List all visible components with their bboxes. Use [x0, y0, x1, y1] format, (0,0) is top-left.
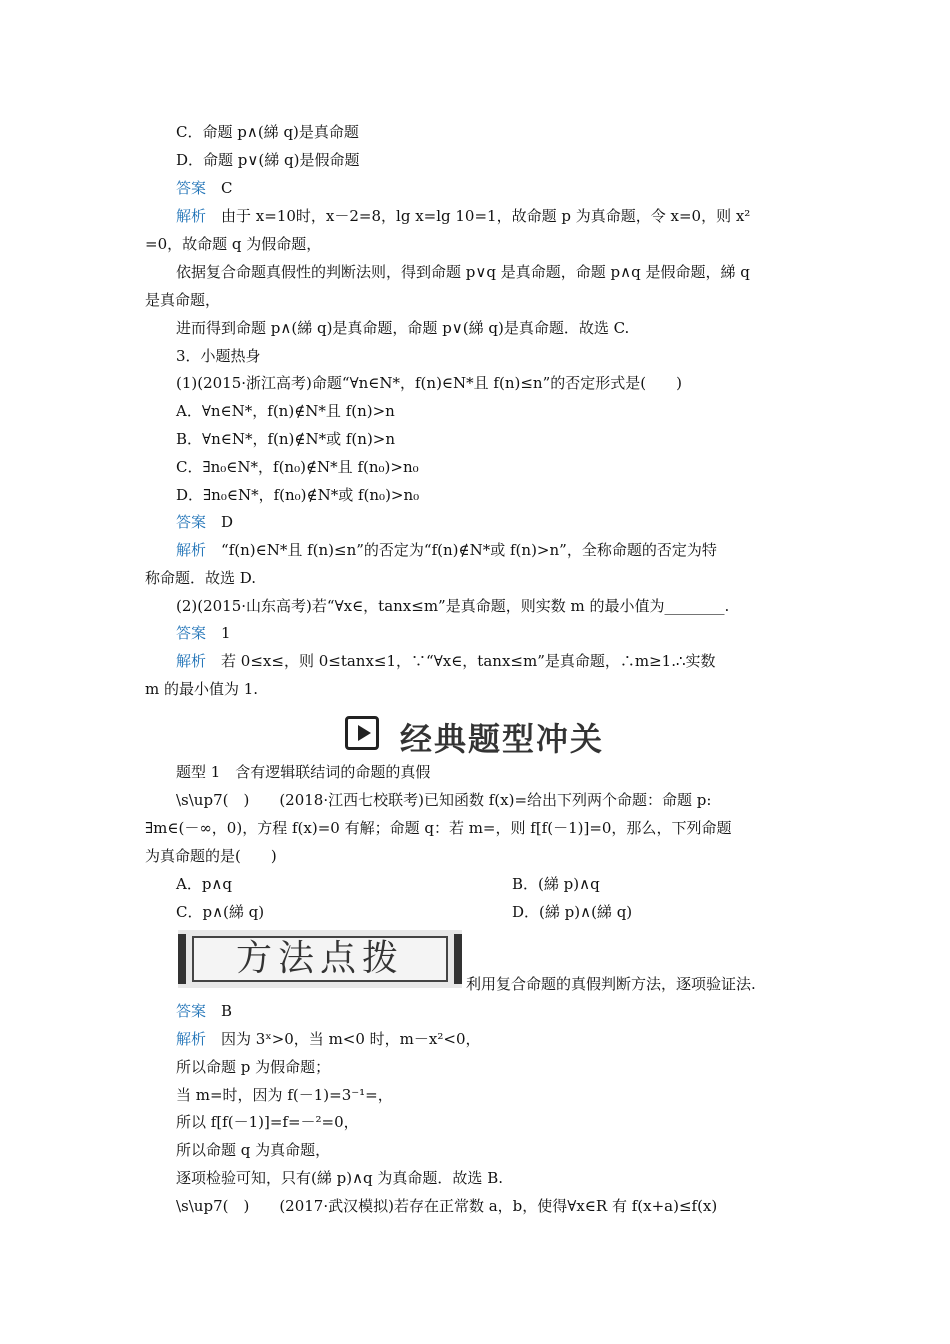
analysis-line: 解析 由于 x=10时，x－2=8，lg x=lg 10=1，故命题 p 为真命题，令 x=0，则 x² [176, 207, 751, 225]
option-line: C．p∧(綈 q) [176, 903, 265, 921]
question-line: (2)(2015·山东高考)若“∀x∈，tanx≤m”是真命题，则实数 m 的最小值为________. [176, 597, 730, 615]
section-heading: 3．小题热身 [176, 347, 261, 365]
analysis-line: 解析 因为 3ˣ>0，当 m<0 时，m－x²<0， [176, 1030, 481, 1048]
method-hint-text: 利用复合命题的真假判断方法，逐项验证法. [466, 975, 756, 993]
answer-line: 答案 D [176, 513, 234, 531]
option-line: A．p∧q [176, 875, 233, 893]
text-line: 所以 f[f(－1)]=f=－²=0， [176, 1113, 359, 1131]
left-bracket [178, 934, 186, 984]
topic-heading: 题型 1 含有逻辑联结词的命题的真假 [176, 763, 431, 781]
text-line: 所以命题 q 为真命题， [176, 1141, 331, 1159]
option-line: B．∀n∈N*，f(n)∉N*或 f(n)>n [176, 430, 396, 448]
option-line: A．∀n∈N*，f(n)∉N*且 f(n)>n [176, 402, 395, 420]
text-line: 逐项检验可知，只有(綈 p)∧q 为真命题．故选 B. [176, 1169, 503, 1187]
text-line: ∃m∈(－∞，0)，方程 f(x)=0 有解；命题 q：若 m=，则 f[f(－1)]=0，那么，下列命题 [145, 819, 732, 837]
text-line: m 的最小值为 1. [145, 680, 259, 698]
banner-title: 经典题型冲关 [400, 720, 605, 758]
option-line: B．(綈 p)∧q [512, 875, 600, 893]
answer-line: 答案 C [176, 179, 233, 197]
text-line: 称命题．故选 D. [145, 569, 257, 587]
text-line: 进而得到命题 p∧(綈 q)是真命题，命题 p∨(綈 q)是真命题．故选 C. [176, 319, 630, 337]
option-line: C．∃n₀∈N*，f(n₀)∉N*且 f(n₀)>n₀ [176, 458, 419, 476]
text-line: C．命题 p∧(綈 q)是真命题 [176, 123, 359, 141]
method-hint-graphic [178, 930, 462, 988]
option-line: D．∃n₀∈N*，f(n₀)∉N*或 f(n₀)>n₀ [176, 486, 420, 504]
text-line: 为真命题的是( ) [145, 847, 277, 865]
text-line: 是真命题， [145, 291, 221, 309]
text-line: =0，故命题 q 为假命题， [145, 235, 322, 253]
option-line: D．(綈 p)∧(綈 q) [512, 903, 633, 921]
text-line: 所以命题 p 为假命题； [176, 1058, 331, 1076]
answer-line: 答案 1 [176, 624, 231, 642]
text-line: D．命题 p∨(綈 q)是假命题 [176, 151, 360, 169]
analysis-line: 解析 若 0≤x≤，则 0≤tanx≤1，∵“∀x∈，tanx≤m”是真命题，∴m≥1.∴实数 [176, 652, 716, 670]
text-line: 当 m=时，因为 f(－1)=3⁻¹=， [176, 1086, 393, 1104]
section-banner [345, 710, 645, 760]
analysis-line: 解析 “f(n)∈N*且 f(n)≤n”的否定为“f(n)∉N*或 f(n)>n”，全称命题的否定为特 [176, 541, 717, 559]
question-line: \s\up7( ) (2018·江西七校联考)已知函数 f(x)=给出下列两个命题：命题 p: [176, 791, 712, 809]
question-line: \s\up7( ) (2017·武汉模拟)若存在正常数 a，b，使得∀x∈R 有 f(x+a)≤f(x) [176, 1197, 718, 1215]
play-icon [345, 716, 379, 750]
question-line: (1)(2015·浙江高考)命题“∀n∈N*，f(n)∈N*且 f(n)≤n”的否定形式是( ) [176, 374, 682, 392]
method-label: 方法点拨 [192, 936, 448, 982]
answer-line: 答案 B [176, 1002, 233, 1020]
right-bracket [454, 934, 462, 984]
text-line: 依据复合命题真假性的判断法则，得到命题 p∨q 是真命题，命题 p∧q 是假命题，綈 q [176, 263, 750, 281]
